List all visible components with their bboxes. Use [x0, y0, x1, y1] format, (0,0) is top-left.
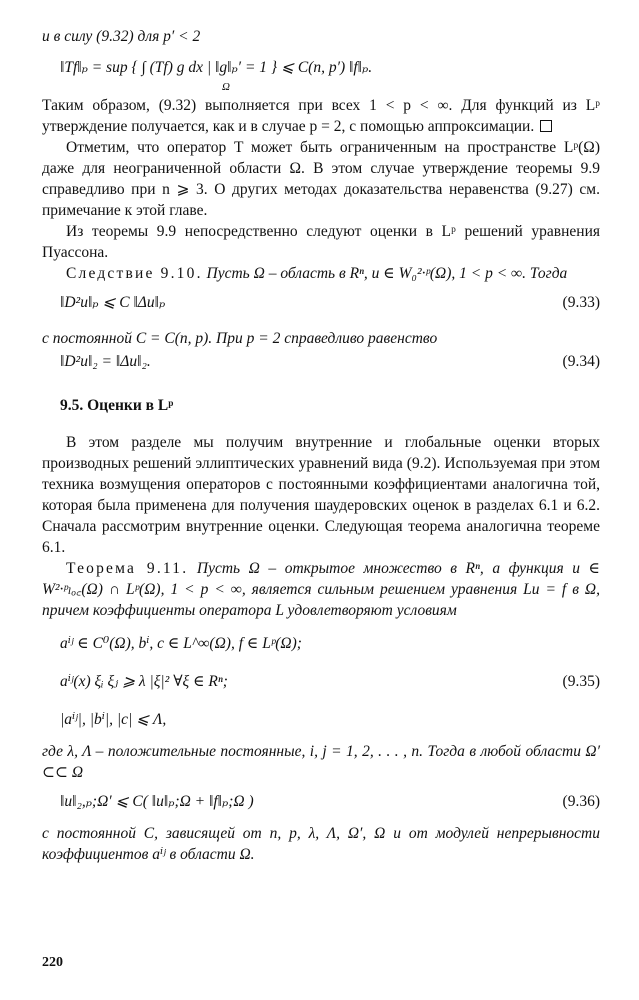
condition-2: aⁱʲ(x) ξᵢ ξⱼ ⩾ λ |ξ|² ∀ξ ∈ Rⁿ; (9.35) — [60, 673, 600, 690]
paragraph-6: где λ, Λ – положительные постоянные, i, j = 1, 2, . . . , n. Тогда в любой области Ω′ ⊂⊂ Ω — [42, 743, 600, 781]
equation-number: (9.35) — [562, 673, 600, 690]
equation-9-34: ‖D²u‖₂ = ‖Δu‖₂. (9.34) — [60, 353, 600, 370]
paragraph-5: В этом разделе мы получим внутренние и глобальные оценки вторых производных решений эллиптических уравнений вида (9.2). Используемая при этом техника возмущения операторов с постоянными коэффициентами аналогична той, которая была применена для получения шаудеровских оценок в разделах 6.1 и 6.2. Сначала рассмотрим внутренние оценки. Следующая теорема аналогична теореме 6.1. — [42, 434, 600, 556]
theorem-text: Пусть Ω – открытое множество в Rⁿ, а функция u ∈ W²·ᵖₗₒ꜀(Ω) ∩ Lᵖ(Ω), 1 < p < ∞, является сильным решением уравнения Lu = f в Ω, причем коэффициенты оператора L удовлетворяют условиям — [42, 560, 601, 619]
section-title: 9.5. Оценки в Lᵖ — [60, 397, 174, 414]
theorem-label: Теорема 9.11. — [66, 560, 189, 577]
corollary-text: Пусть Ω – область в Rⁿ, u ∈ W₀²·ᵖ(Ω), 1 < p < ∞. Тогда — [206, 265, 568, 282]
paragraph-4: с постоянной C = C(n, p). При p = 2 справедливо равенство — [42, 330, 438, 347]
theorem-9-11 — [42, 558, 600, 621]
formula-main: ‖Tf‖ₚ = sup { ∫ (Tf) g dx | ‖g‖ₚ′ = 1 } ⩽ C(n, p′) ‖f‖ₚ. — [60, 59, 373, 76]
page-number: 220 — [42, 955, 63, 970]
qed-square-icon — [540, 120, 552, 132]
condition-1: aⁱʲ ∈ C⁰(Ω), bⁱ, c ∈ L^∞(Ω), f ∈ Lᵖ(Ω); — [60, 635, 302, 652]
corollary-label: Следствие 9.10. — [66, 265, 203, 282]
formula-integral-domain: Ω — [222, 81, 230, 93]
formula-sup — [42, 47, 600, 93]
equation-number: (9.34) — [562, 353, 600, 370]
equation-number: (9.36) — [562, 793, 600, 810]
equation-9-36: ‖u‖₂,ₚ;Ω′ ⩽ C( ‖u‖ₚ;Ω + ‖f‖ₚ;Ω ) (9.36) — [60, 793, 600, 810]
paragraph-2: Отметим, что оператор T может быть ограниченным на пространстве Lᵖ(Ω) даже для неограниченной области Ω. В этом случае утверждение теоремы 9.9 справедливо при n ⩾ 3. О других методах доказательства неравенства (9.27) см. примечание к этой главе. — [42, 139, 600, 219]
condition-3: |aⁱʲ|, |bⁱ|, |c| ⩽ Λ, — [60, 711, 167, 728]
page-content — [42, 26, 600, 865]
paragraph-1: Таким образом, (9.32) выполняется при всех 1 < p < ∞. Для функций из Lᵖ утверждение получается, как и в случае p = 2, с помощью аппроксимации. — [42, 97, 600, 135]
intro-line: и в силу (9.32) для p′ < 2 — [42, 28, 201, 45]
equation-number: (9.33) — [562, 294, 600, 311]
paragraph-3: Из теоремы 9.9 непосредственно следуют оценки в Lᵖ решений уравнения Пуассона. — [42, 223, 600, 261]
corollary-9-10 — [42, 263, 600, 284]
paragraph-7: с постоянной C, зависящей от n, p, λ, Λ, Ω′, Ω и от модулей непрерывности коэффициентов aⁱʲ в области Ω. — [42, 825, 600, 863]
equation-9-33: ‖D²u‖ₚ ⩽ C ‖Δu‖ₚ (9.33) — [60, 294, 600, 311]
